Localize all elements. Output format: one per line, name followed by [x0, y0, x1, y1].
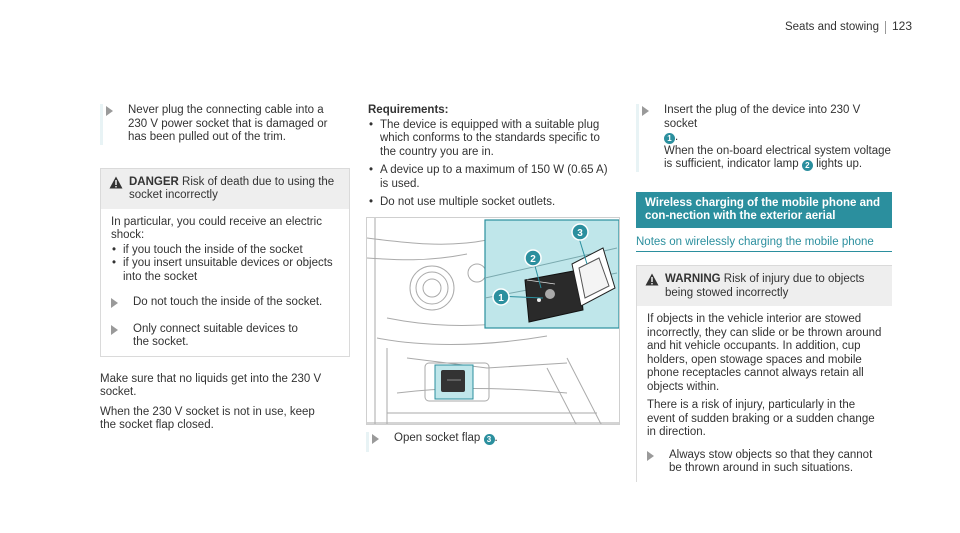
subheading: Notes on wirelessly charging the mobile phone	[636, 236, 892, 253]
requirements-title: Requirements:	[368, 104, 449, 116]
danger-title-text: Risk of death due to using the socket incorrectly	[129, 175, 335, 201]
warning-title-text: Risk of injury due to objects being stowed incorrectly	[665, 273, 865, 299]
step-arrow-icon	[106, 106, 113, 116]
section-title: Wireless charging of the mobile phone and con-nection with the exterior aerial	[636, 192, 892, 228]
step-arrow-icon	[372, 434, 379, 444]
warning-body	[637, 306, 892, 482]
page-header	[785, 20, 912, 35]
danger-title	[129, 176, 341, 203]
step-arrow-icon	[642, 106, 649, 116]
list-item: • if you insert unsuitable devices or objects into the socket	[111, 257, 339, 284]
danger-body	[101, 209, 349, 356]
warning-header	[637, 266, 892, 306]
list-item: • Do not use multiple socket outlets.	[368, 196, 618, 210]
warning-label: WARNING	[665, 273, 721, 285]
warning-triangle-icon	[109, 176, 129, 203]
paragraph: Make sure that no liquids get into the 230 V socket.	[100, 372, 322, 398]
page-number: 123	[891, 19, 912, 33]
column-1	[100, 104, 350, 433]
callout-3	[572, 224, 588, 240]
danger-step-2	[111, 323, 339, 350]
step-arrow-icon	[647, 451, 654, 461]
callout-label: 2	[530, 254, 536, 265]
danger-bullets	[111, 244, 339, 285]
callout-1	[493, 289, 509, 305]
vehicle-console-drawing	[367, 218, 620, 425]
paragraph: When the 230 V socket is not in use, keep the socket flap closed.	[100, 405, 315, 431]
step-insert-plug	[636, 104, 892, 172]
step-arrow-icon	[111, 325, 118, 335]
callout-label: 3	[577, 228, 583, 239]
danger-header	[101, 169, 349, 209]
paragraph: There is a risk of injury, particularly in the event of sudden braking or a sudden change in direction.	[647, 399, 875, 438]
warning-box	[636, 265, 892, 482]
step-arrow-icon	[111, 298, 118, 308]
step-text: Open socket flap 3 .	[394, 432, 498, 444]
paragraph: If objects in the vehicle interior are stowed incorrectly, they can slide or be thrown around and hit vehicle occupants. In addition, cup holders, open stowage spaces and mobile phone receptacles cannot always retain all objects within.	[647, 313, 882, 393]
step-never-plug	[100, 104, 350, 145]
column-3	[636, 104, 892, 482]
warning-title	[665, 273, 884, 300]
step-text: Insert the plug of the device into 230 V socket 1 . When the on-board electrical system voltage is sufficient, indicator lamp 2 lights up.	[664, 104, 891, 170]
requirements-list	[368, 119, 618, 210]
header-divider	[885, 21, 886, 34]
danger-label: DANGER	[129, 175, 179, 188]
danger-step-1	[111, 296, 339, 313]
list-item: • if you touch the inside of the socket	[111, 244, 339, 258]
warning-triangle-icon	[645, 273, 665, 300]
step-text: Always stow objects so that they cannot be thrown around in such situations.	[669, 448, 873, 474]
step-open-flap	[366, 432, 498, 452]
section-name: Seats and stowing	[784, 21, 879, 33]
callout-label: 1	[498, 293, 504, 304]
list-item: • A device up to a maximum of 150 W (0.65 A) is used.	[368, 164, 618, 191]
danger-box	[100, 168, 350, 357]
warning-step	[647, 449, 882, 476]
list-item: • The device is equipped with a suitable plug which conforms to the standards specific to the country you are in.	[368, 119, 618, 160]
step-text: Never plug the connecting cable into a 230 V power socket that is damaged or has been pulled out of the trim.	[128, 104, 328, 143]
callout-badge: 2	[802, 160, 813, 171]
callout-badge: 1	[664, 133, 675, 144]
danger-intro: In particular, you could receive an electric shock:	[111, 215, 322, 241]
step-text: Do not touch the inside of the socket.	[133, 296, 323, 308]
column-2	[368, 104, 618, 210]
callout-badge: 3	[484, 434, 495, 445]
socket-illustration	[366, 217, 620, 425]
step-text: Only connect suitable devices to the socket.	[133, 322, 298, 348]
callout-2	[525, 250, 541, 266]
